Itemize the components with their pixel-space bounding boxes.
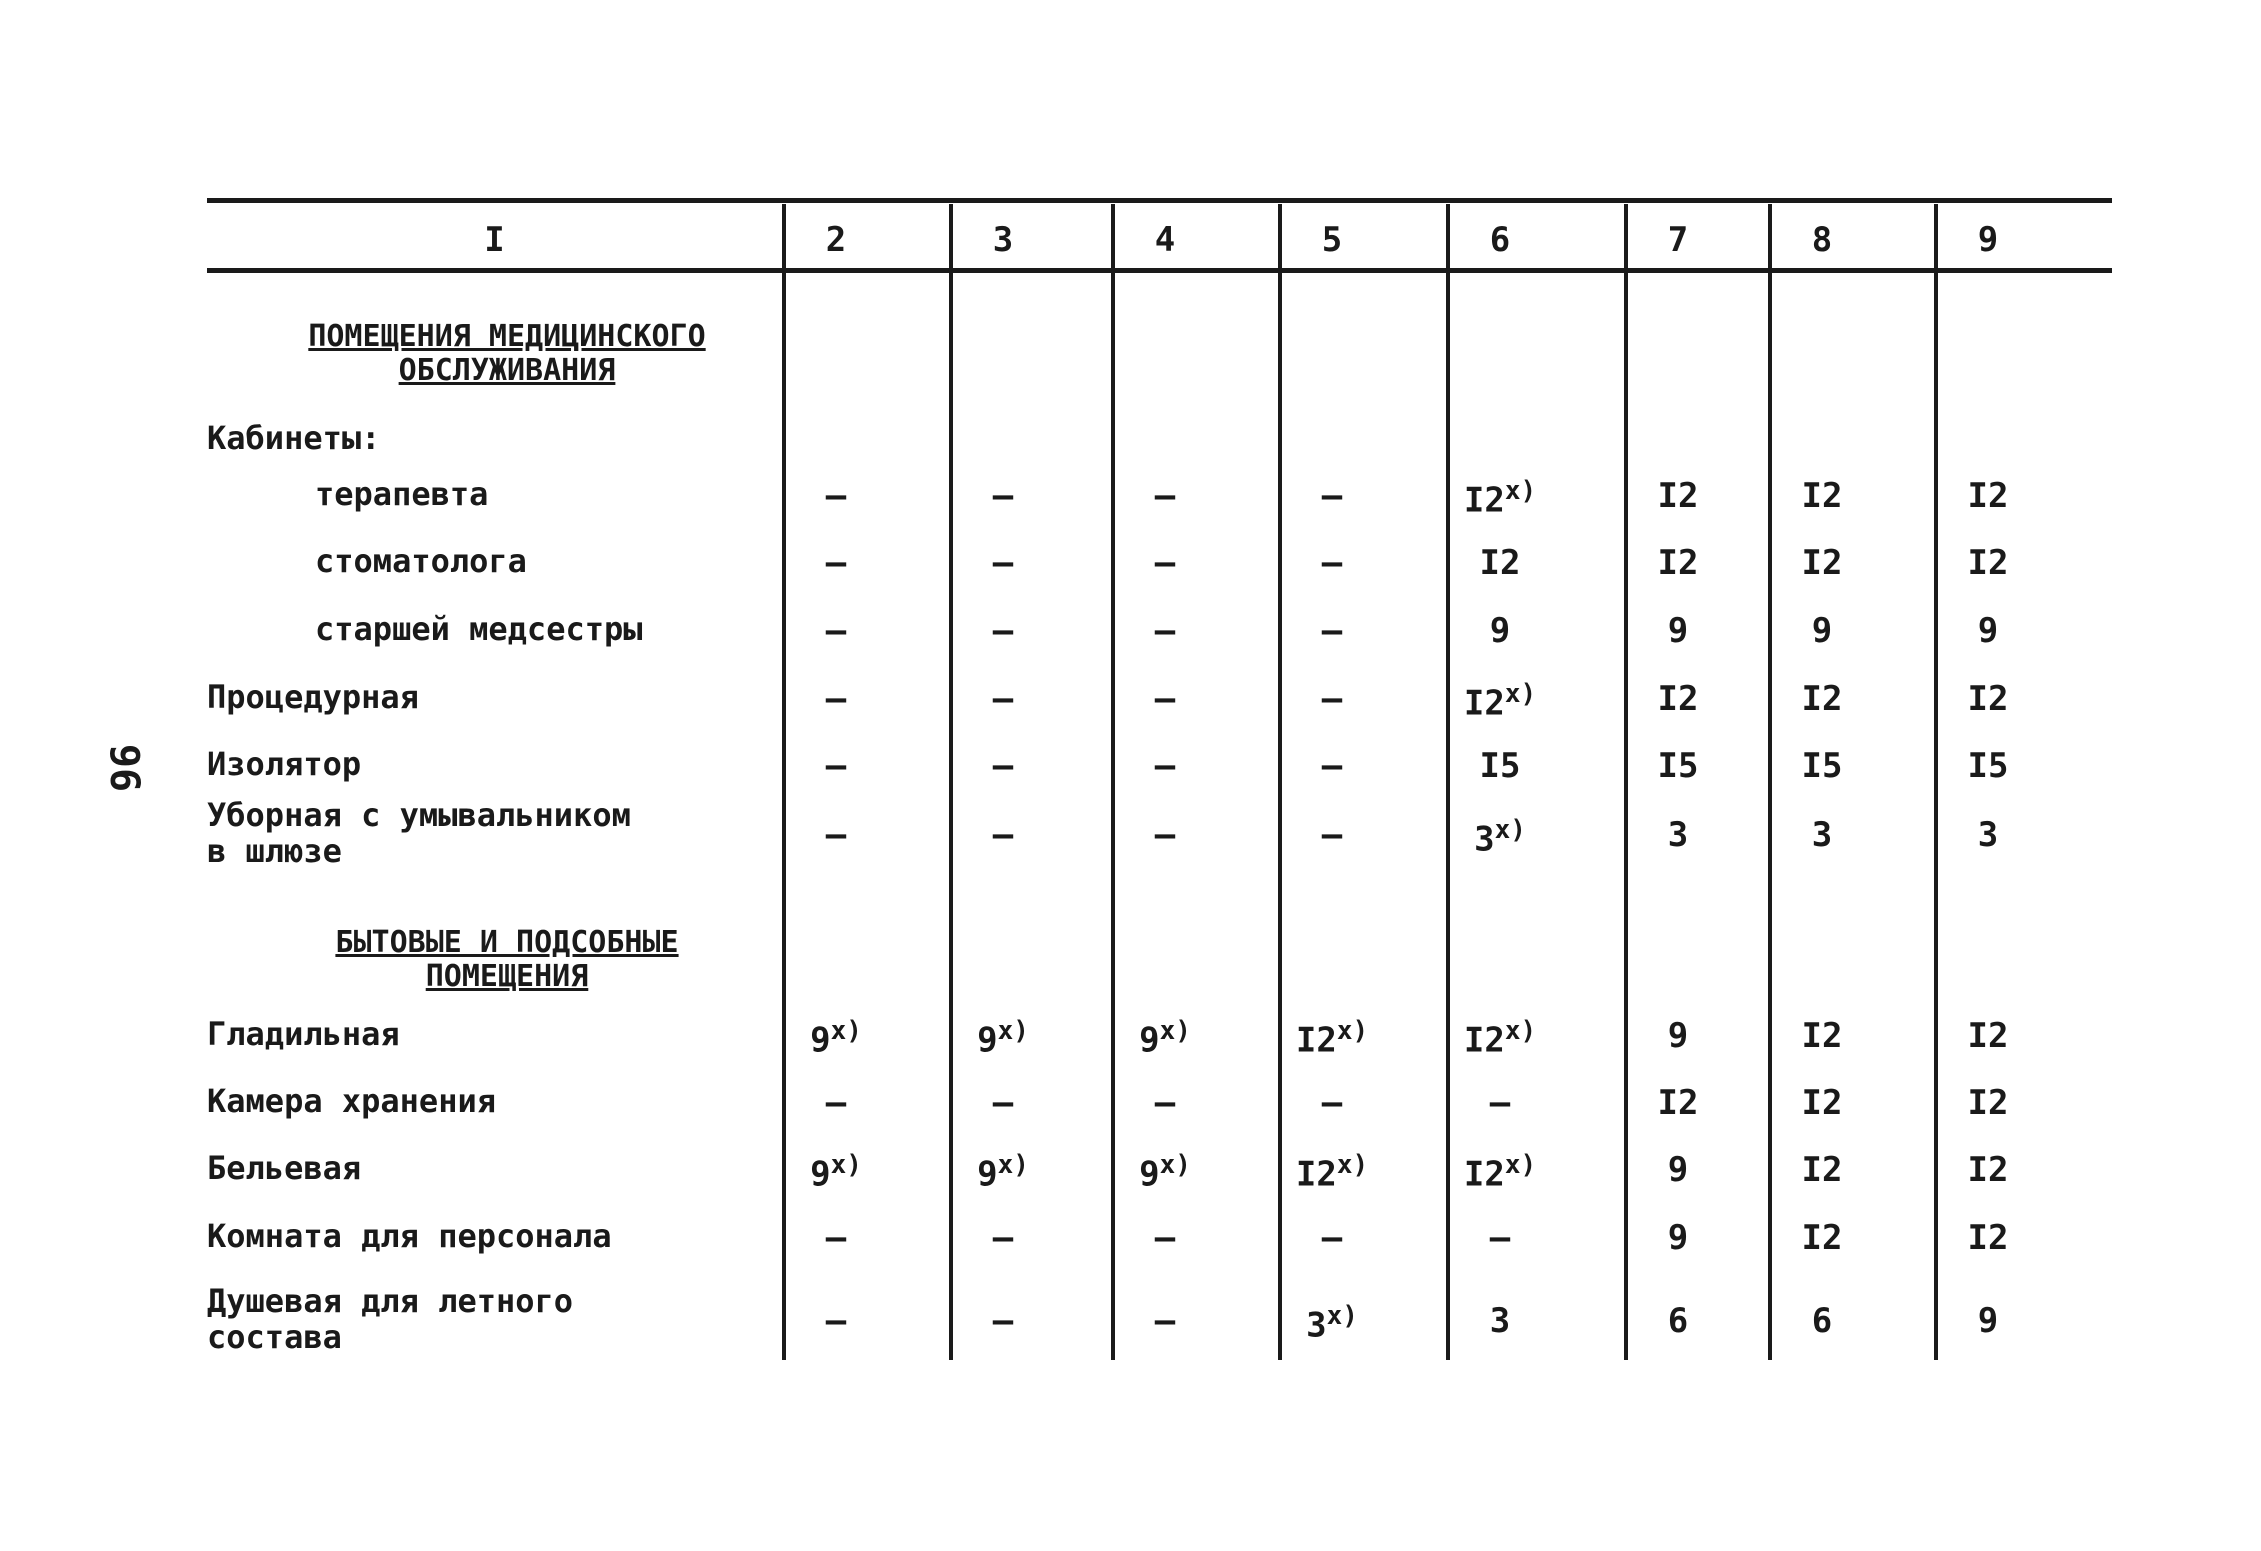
table-cell: –: [825, 1301, 847, 1341]
table-cell: I2: [1801, 679, 1843, 719]
table-cell: –: [992, 1083, 1014, 1123]
room-area-table: [207, 198, 2112, 1360]
table-cell: –: [992, 611, 1014, 651]
table-cell: I2: [1657, 476, 1699, 516]
table-cell: 9: [1977, 1301, 1999, 1341]
table-cell: –: [992, 815, 1014, 855]
table-cell: I2: [1657, 1083, 1699, 1123]
table-cell: –: [1154, 611, 1176, 651]
column-header-9: 9: [1977, 220, 1999, 260]
table-cell: –: [1154, 1301, 1176, 1341]
header-rule: [207, 268, 2112, 273]
row-label: Камера хранения: [207, 1082, 496, 1120]
table-cell: –: [1154, 679, 1176, 719]
column-header-7: 7: [1667, 220, 1689, 260]
column-header-5: 5: [1321, 220, 1343, 260]
table-cell: I5: [1801, 746, 1843, 786]
table-cell: I2: [1801, 1016, 1843, 1056]
table-cell: –: [825, 476, 847, 516]
table-cell: 9: [1667, 1150, 1689, 1190]
table-cell: –: [1489, 1218, 1511, 1258]
table-cell: –: [1321, 611, 1343, 651]
table-cell: 3: [1977, 815, 1999, 855]
table-cell: –: [825, 1218, 847, 1258]
table-cell: –: [1154, 815, 1176, 855]
column-header-4: 4: [1154, 220, 1176, 260]
table-cell: 9: [1667, 611, 1689, 651]
table-cell: 6: [1811, 1301, 1833, 1341]
table-cell: 9$^{x)}$: [977, 1016, 1029, 1061]
group-label-offices: Кабинеты:: [207, 419, 381, 457]
table-cell: I5: [1479, 746, 1521, 786]
page-number: 96: [101, 743, 148, 793]
table-cell: –: [825, 1083, 847, 1123]
column-header-3: 3: [992, 220, 1014, 260]
table-cell: –: [1154, 746, 1176, 786]
table-cell: 9: [1977, 611, 1999, 651]
table-cell: 9$^{x)}$: [810, 1016, 862, 1061]
table-cell: I2$^{x)}$: [1463, 1150, 1537, 1195]
table-cell: –: [992, 1301, 1014, 1341]
table-cell: –: [825, 815, 847, 855]
table-cell: 3: [1489, 1301, 1511, 1341]
table-cell: I2: [1967, 476, 2009, 516]
table-cell: –: [1154, 476, 1176, 516]
column-header-6: 6: [1489, 220, 1511, 260]
table-cell: I2: [1479, 543, 1521, 583]
table-cell: –: [825, 679, 847, 719]
column-header-1: I: [484, 220, 505, 260]
table-cell: I2: [1801, 1083, 1843, 1123]
table-cell: I2$^{x)}$: [1295, 1016, 1369, 1061]
table-cell: 3$^{x)}$: [1474, 815, 1526, 860]
row-label: Уборная с умывальником в шлюзе: [207, 796, 631, 870]
table-cell: –: [1321, 746, 1343, 786]
section-heading-household: БЫТОВЫЕ И ПОДСОБНЫЕ ПОМЕЩЕНИЯ: [335, 925, 679, 994]
table-cell: I2: [1967, 1016, 2009, 1056]
column-header-8: 8: [1811, 220, 1833, 260]
table-cell: –: [992, 679, 1014, 719]
table-cell: 9$^{x)}$: [977, 1150, 1029, 1195]
table-cell: –: [992, 1218, 1014, 1258]
table-cell: 6: [1667, 1301, 1689, 1341]
table-cell: –: [1489, 1083, 1511, 1123]
table-cell: I2: [1801, 476, 1843, 516]
table-cell: –: [992, 746, 1014, 786]
table-cell: –: [992, 543, 1014, 583]
section-heading-medical: ПОМЕЩЕНИЯ МЕДИЦИНСКОГО ОБСЛУЖИВАНИЯ: [308, 319, 706, 388]
table-cell: –: [1321, 476, 1343, 516]
table-cell: 9$^{x)}$: [1139, 1016, 1191, 1061]
table-cell: 9: [1811, 611, 1833, 651]
table-cell: 9: [1667, 1218, 1689, 1258]
table-cell: I2: [1967, 1083, 2009, 1123]
table-cell: I2$^{x)}$: [1463, 476, 1537, 521]
table-cell: 3: [1667, 815, 1689, 855]
table-cell: I2$^{x)}$: [1295, 1150, 1369, 1195]
table-cell: I2: [1657, 543, 1699, 583]
table-cell: 9: [1489, 611, 1511, 651]
table-cell: –: [1321, 1083, 1343, 1123]
table-cell: –: [1154, 1218, 1176, 1258]
table-cell: –: [1321, 543, 1343, 583]
table-cell: I2: [1801, 1150, 1843, 1190]
table-cell: I2: [1801, 1218, 1843, 1258]
table-cell: 9$^{x)}$: [1139, 1150, 1191, 1195]
table-cell: –: [825, 746, 847, 786]
table-cell: –: [1321, 1218, 1343, 1258]
table-cell: I2: [1967, 1218, 2009, 1258]
table-cell: 3$^{x)}$: [1306, 1301, 1358, 1346]
table-cell: I2$^{x)}$: [1463, 1016, 1537, 1061]
table-cell: I2: [1657, 679, 1699, 719]
table-cell: –: [1154, 543, 1176, 583]
row-label: Душевая для летного состава: [207, 1282, 574, 1356]
table-cell: –: [992, 476, 1014, 516]
row-label: терапевта: [315, 475, 489, 513]
table-cell: I5: [1967, 746, 2009, 786]
row-label: Комната для персонала: [207, 1217, 612, 1255]
table-cell: I2: [1967, 543, 2009, 583]
column-header-2: 2: [825, 220, 847, 260]
row-label: Изолятор: [207, 745, 362, 783]
table-cell: –: [1321, 679, 1343, 719]
table-cell: –: [825, 611, 847, 651]
row-label: Процедурная: [207, 678, 419, 716]
row-label: Бельевая: [207, 1149, 362, 1187]
row-label: старшей медсестры: [315, 610, 643, 648]
table-cell: I5: [1657, 746, 1699, 786]
row-label: стоматолога: [315, 542, 527, 580]
table-cell: –: [1321, 815, 1343, 855]
table-cell: I2: [1967, 679, 2009, 719]
table-cell: –: [825, 543, 847, 583]
table-cell: 3: [1811, 815, 1833, 855]
table-cell: I2$^{x)}$: [1463, 679, 1537, 724]
table-cell: 9: [1667, 1016, 1689, 1056]
table-cell: –: [1154, 1083, 1176, 1123]
table-cell: I2: [1801, 543, 1843, 583]
row-label: Гладильная: [207, 1015, 400, 1053]
table-cell: I2: [1967, 1150, 2009, 1190]
top-rule: [207, 198, 2112, 203]
table-cell: 9$^{x)}$: [810, 1150, 862, 1195]
